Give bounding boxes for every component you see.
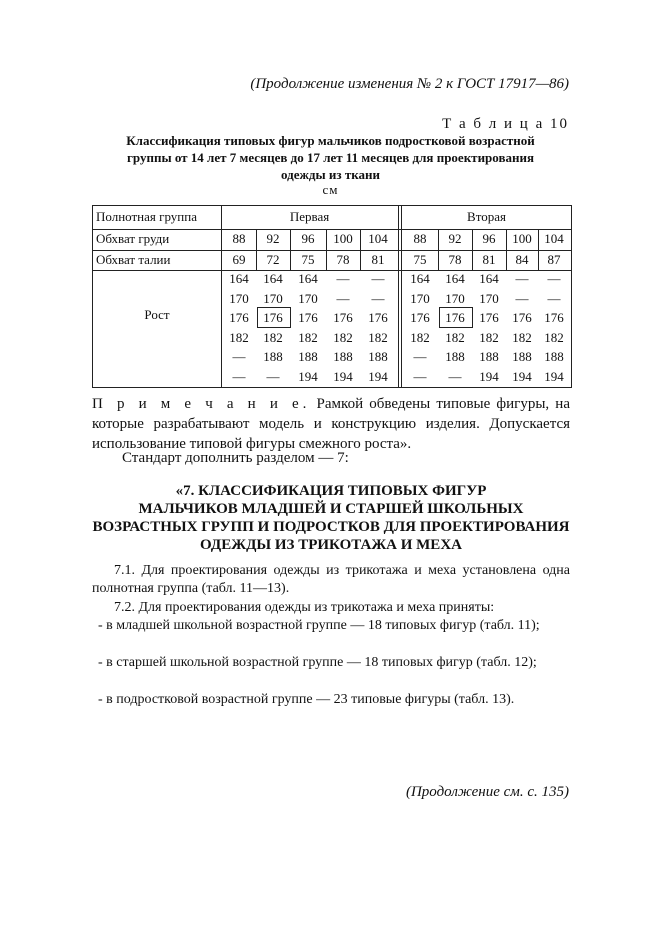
group-divider [401,206,402,388]
chest-cell: 104 [368,231,388,246]
height-cell: 188 [479,349,499,364]
section-title-line: ОДЕЖДЫ ИЗ ТРИКОТАЖА И МЕХА [200,537,462,553]
waist-cell: 81 [371,252,385,267]
row-header-waist: Обхват талии [96,252,171,267]
height-cell: 182 [479,329,499,345]
chest-cell: 92 [266,231,280,246]
height-cell: 194 [479,368,499,384]
row-header-chest: Обхват груди [96,231,170,246]
chest-cell: 88 [413,231,427,246]
table-title [92,132,569,183]
height-cell: 188 [512,349,532,364]
list-item-senior: - в старшей школьной возрастной группе — 18 типовых фигур (табл. 12); [98,655,537,670]
height-cell: 194 [368,368,388,384]
height-cell: — [266,368,280,384]
height-cell: 188 [333,349,353,364]
waist-cell: 84 [515,252,529,267]
height-cell: 176 [368,310,388,325]
height-cell: — [232,368,246,384]
waist-cell: 72 [266,252,280,267]
section-title-line: ВОЗРАСТНЫХ ГРУПП И ПОДРОСТКОВ ДЛЯ ПРОЕКТИРОВАНИЯ [92,519,570,535]
height-cell: 176 [263,310,283,325]
header-continuation: (Продолжение изменения № 2 к ГОСТ 17917—86) [250,76,569,92]
waist-cell: 81 [482,252,496,267]
chest-cell: 100 [333,231,353,246]
footer-continuation: (Продолжение см. с. 135) [405,784,569,800]
chest-cell: 96 [482,231,496,246]
height-cell: 194 [544,368,564,384]
height-cell: — [336,290,350,306]
chest-cell: 92 [448,231,462,246]
height-cell: 182 [298,329,318,345]
height-cell: 188 [298,349,318,364]
table-units: см [322,182,339,197]
list-item-junior: - в младшей школьной возрастной группе — 18 типовых фигур (табл. 11); [98,618,540,633]
height-cell: — [413,368,427,384]
section-title-line: «7. КЛАССИФИКАЦИЯ ТИПОВЫХ ФИГУР [175,483,487,499]
row-header-group: Полнотная группа [96,209,197,224]
height-cell: — [515,271,529,286]
table-title-line: Классификация типовых фигур мальчиков подростковой возрастной [126,133,535,148]
height-cell: 188 [263,349,283,364]
note-text: Рамкой обведены типовые фигуры, на которые разрабатывают модель и конструкцию изделия. Допускается использование типовой фигуры смежного роста». [92,396,570,452]
waist-cell: 75 [413,252,427,267]
height-cell: 194 [333,368,353,384]
waist-cell: 78 [448,252,462,267]
waist-cell: 75 [301,252,315,267]
chest-cell: 100 [512,231,532,246]
waist-cell: 87 [547,252,561,267]
paragraph-7-1: 7.1. Для проектирования одежды из трикотажа и меха установлена одна полнотная группа (табл. 11—13). [92,563,570,596]
chest-cell: 96 [301,231,315,246]
height-cell: — [547,271,561,286]
group-header-second: Вторая [467,209,506,224]
height-cell: 176 [479,310,499,325]
table-label: Т а б л и ц а 10 [442,116,569,132]
height-cell: 194 [512,368,532,384]
height-cell: 170 [298,290,318,306]
chest-cell: 104 [544,231,564,246]
supplement-line: Стандарт дополнить разделом — 7: [122,450,349,466]
height-cell: — [547,290,561,306]
height-cell: — [448,368,462,384]
height-cell: — [371,290,385,306]
table-title-line: одежды из ткани [281,167,380,182]
height-cell: 164 [410,271,430,286]
height-cell: 176 [544,310,564,325]
group-divider [398,206,399,388]
waist-cell: 78 [336,252,350,267]
height-cell: 188 [445,349,465,364]
height-cell: 176 [298,310,318,325]
height-cell: — [336,271,350,286]
list-item-teen: - в подростковой возрастной группе — 23 типовые фигуры (табл. 13). [98,692,515,707]
paragraph-7-2: 7.2. Для проектирования одежды из трикотажа и меха приняты: [114,600,495,615]
height-cell: 182 [368,329,388,345]
row-header-height: Рост [144,307,170,322]
note-label: П р и м е ч а н и е. [92,396,311,412]
section-title [92,482,570,554]
height-cell: 182 [512,329,532,345]
height-cell: 170 [479,290,499,306]
height-cell: — [515,290,529,306]
height-cell: 164 [229,271,249,286]
group-header-first: Первая [289,209,330,224]
height-cell: 182 [263,329,283,345]
height-cell: 182 [229,329,249,345]
waist-cell: 69 [232,252,246,267]
height-cell: — [232,349,246,364]
chest-cell: 88 [232,231,246,246]
height-cell: 170 [263,290,283,306]
height-cell: 182 [410,329,430,345]
height-cell: 188 [544,349,564,364]
height-cell: — [371,271,385,286]
height-cell: 188 [368,349,388,364]
height-cell: 164 [445,271,465,286]
height-cell: 164 [263,271,283,286]
table-note [92,394,570,454]
height-cell: 182 [333,329,353,345]
height-cell: 176 [410,310,430,325]
height-cell: 176 [445,310,465,325]
height-cell: 194 [298,368,318,384]
height-cell: — [413,349,427,364]
classification-table [92,205,572,388]
height-cell: 182 [544,329,564,345]
height-cell: 176 [333,310,353,325]
height-cell: 176 [229,310,249,325]
height-cell: 170 [229,290,249,306]
table-title-line: группы от 14 лет 7 месяцев до 17 лет 11 месяцев для проектирования [127,150,534,165]
height-cell: 170 [410,290,430,306]
height-cell: 164 [298,271,318,286]
height-cell: 164 [479,271,499,286]
height-cell: 182 [445,329,465,345]
section-title-line: МАЛЬЧИКОВ МЛАДШЕЙ И СТАРШЕЙ ШКОЛЬНЫХ [138,501,524,517]
height-cell: 170 [445,290,465,306]
height-cell: 176 [512,310,532,325]
